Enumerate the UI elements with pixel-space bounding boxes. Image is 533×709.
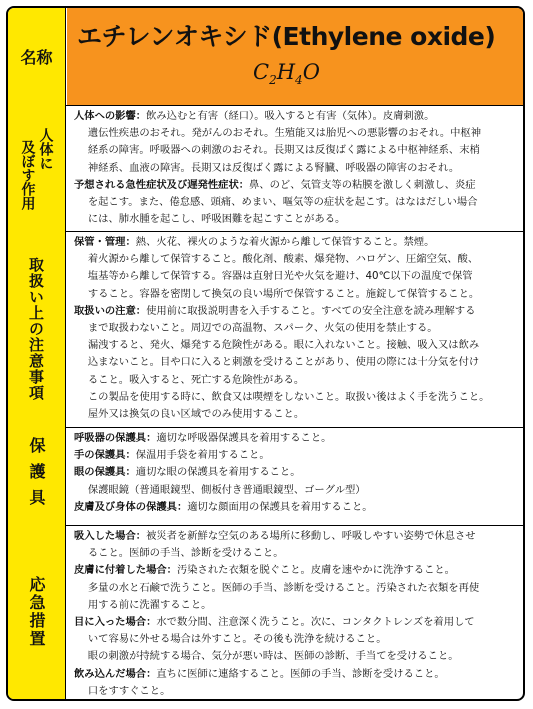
- text-line: [74, 683, 517, 700]
- text-line: [74, 194, 517, 211]
- text-line: [74, 286, 517, 303]
- line-text: 鼻、のど、気管支等の粘膜を激しく刺激し、炎症: [249, 178, 476, 191]
- name-label: 名称: [20, 48, 53, 67]
- text-line: [74, 430, 517, 447]
- line-text: 神経系、血液の障害。長期又は反復ばく露による腎臓、呼吸器の障害のおそれ。: [87, 161, 460, 174]
- chemical-name-title: エチレンオキシド(Ethylene oxide): [77, 22, 496, 51]
- text-line: [74, 528, 517, 545]
- text-line: [74, 354, 517, 371]
- line-text: 被災者を新鮮な空気のある場所に移動し、呼吸しやすい姿勢で休息させ: [146, 530, 476, 542]
- bold-heading: 保管・管理：: [74, 236, 136, 248]
- text-line: [74, 447, 517, 464]
- formula-sub2: 4: [295, 73, 303, 88]
- line-text: には、肺水腫を起こし、呼吸困難を起こすことがある。: [87, 213, 346, 226]
- text-line: [74, 268, 517, 285]
- effects-label-cell: [8, 105, 66, 231]
- text-line: [74, 160, 517, 177]
- formula-c: C: [253, 60, 270, 84]
- text-line: [74, 372, 517, 389]
- emergency-text: [67, 525, 523, 700]
- line-text: 多量の水と石鹸で洗うこと。医師の手当、診断を受けること。汚染された衣類を再使: [87, 581, 480, 594]
- formula-sub1: 2: [269, 73, 277, 88]
- protection-text: [67, 427, 523, 516]
- text-line: [74, 666, 517, 683]
- formula-o: O: [302, 60, 320, 84]
- bold-heading: 手の保護具：: [74, 449, 136, 462]
- line-text: を起こす。また、倦怠感、頭痛、めまい、嘔気等の症状を起こす。はなはだしい場合: [87, 196, 478, 209]
- emergency-content: [67, 525, 523, 699]
- text-line: [74, 482, 517, 499]
- protection-content: [67, 427, 523, 525]
- line-text: 漏洩すると、発火、爆発する危険性がある。眼に入れないこと。接触、吸入又は飲み: [87, 339, 480, 352]
- line-text: 直ちに医師に連絡すること。医師の手当、診断を受けること。: [156, 667, 445, 680]
- text-line: [74, 142, 517, 159]
- line-text: すること。容器を密閉して換気の良い場所で保管すること。施錠して保管すること。: [87, 287, 480, 300]
- chemical-formula: [253, 60, 320, 87]
- line-text: 汚染された衣類を脱ぐこと。皮膚を速やかに洗浄すること。: [176, 564, 455, 577]
- line-text: 屋外又は換気の良い区域でのみ使用すること。: [87, 408, 305, 421]
- line-text: 塩基等から離して保管する。容器は直射日光や火気を避け、40℃以下の温度で保管: [87, 270, 473, 283]
- bold-heading: 眼の保護具：: [74, 466, 136, 479]
- text-line: [74, 631, 517, 648]
- line-text: この製品を使用する時に、飲食又は喫煙をしないこと。取扱い後はよく手を洗うこと。: [87, 390, 490, 403]
- text-line: [74, 648, 517, 665]
- title-box: [67, 8, 523, 105]
- line-text: 用する前に洗濯すること。: [87, 598, 212, 611]
- line-text: 口をすすぐこと。: [87, 684, 171, 697]
- emergency-row: [8, 525, 523, 699]
- name-label-cell: [8, 8, 66, 105]
- text-line: [74, 389, 517, 406]
- text-line: [74, 303, 517, 320]
- text-line: [74, 545, 517, 562]
- text-line: [74, 580, 517, 597]
- line-text: 眼の刺激が持続する場合、気分が悪い時は、医師の診断、手当てを受けること。: [87, 650, 459, 663]
- line-text: 経系の障害。呼吸器への刺激のおそれ。長期又は反復ばく露による中枢神経系、末梢: [87, 144, 480, 157]
- line-text: 着火源から離して保管すること。酸化剤、酸素、爆発物、ハロゲン、圧縮空気、酸、: [87, 253, 479, 266]
- handling-row: [8, 231, 523, 428]
- line-text: 使用前に取扱説明書を入手すること。すべての安全注意を読み理解する: [146, 304, 476, 317]
- handling-label-cell: [8, 231, 66, 427]
- text-line: [74, 251, 517, 268]
- text-line: [74, 234, 517, 251]
- name-content: [67, 8, 523, 105]
- protection-row: [8, 427, 523, 526]
- line-text: ること。医師の手当、診断を受けること。: [87, 547, 284, 560]
- handling-text: [67, 231, 523, 423]
- handling-content: [67, 231, 523, 427]
- line-text: いて容易に外せる場合は外すこと。その後も洗浄を続けること。: [87, 633, 387, 646]
- handling-label: 取扱い上の注意事項: [27, 257, 45, 401]
- bold-heading: 呼吸器の保護具：: [74, 432, 157, 444]
- effects-label-col2: 及ぼす作用: [19, 140, 36, 210]
- name-row: [8, 8, 523, 106]
- line-text: 飲み込むと有害（経口）。吸入すると有害（気体）。皮膚刺激。: [146, 110, 435, 122]
- line-text: 適切な顔面用の保護具を着用すること。: [187, 500, 373, 513]
- bold-heading: 目に入った場合：: [74, 616, 157, 629]
- effects-content: [67, 105, 523, 231]
- text-line: [74, 320, 517, 337]
- line-text: 熱、火花、裸火のような着火源から離して保管すること。禁煙。: [135, 236, 435, 248]
- line-text: 保温用手袋を着用すること。: [135, 449, 270, 462]
- text-line: [74, 499, 517, 516]
- bold-heading: 予想される急性症状及び遅発性症状：: [74, 178, 250, 191]
- chemical-safety-sign: [6, 6, 525, 701]
- bold-heading: 人体への影響：: [74, 110, 147, 122]
- line-text: 適切な呼吸器保護具を着用すること。: [156, 432, 332, 444]
- line-text: 保護眼鏡（普通眼鏡型、側板付き普通眼鏡型、ゴーグル型）: [87, 483, 366, 496]
- bold-heading: 吸入した場合：: [74, 530, 147, 542]
- line-text: 水で数分間、注意深く洗うこと。次に、コンタクトレンズを着用して: [156, 616, 475, 629]
- protection-label: 保護具: [27, 437, 46, 515]
- text-line: [74, 406, 517, 423]
- effects-label-col1: 人体に: [37, 128, 54, 170]
- line-text: 適切な眼の保護具を着用すること。: [135, 466, 301, 479]
- text-line: [74, 562, 517, 579]
- bold-heading: 取扱いの注意：: [74, 304, 147, 317]
- emergency-label: 応急措置: [27, 576, 46, 648]
- effects-text: [67, 105, 523, 228]
- bold-heading: 皮膚及び身体の保護具：: [74, 500, 188, 513]
- text-line: [74, 337, 517, 354]
- emergency-label-cell: [8, 525, 66, 699]
- line-text: 遺伝性疾患のおそれ。発がんのおそれ。生殖能又は胎児への悪影響のおそれ。中枢神: [87, 127, 482, 140]
- text-line: [74, 614, 517, 631]
- bold-heading: 皮膚に付着した場合：: [74, 564, 177, 577]
- effects-row: [8, 105, 523, 232]
- text-line: [74, 211, 517, 228]
- effects-label: [20, 126, 54, 210]
- text-line: [74, 597, 517, 614]
- bold-heading: 飲み込んだ場合：: [74, 667, 157, 680]
- protection-label-cell: [8, 427, 66, 525]
- line-text: ること。吸入すると、死亡する危険性がある。: [87, 373, 305, 386]
- line-text: 込まないこと。目や口に入ると刺激を受けることがあり、使用の際には十分気を付け: [87, 356, 480, 369]
- text-line: [74, 125, 517, 142]
- line-text: まで取扱わないこと。周辺での高温物、スパーク、火気の使用を禁止する。: [87, 322, 438, 335]
- text-line: [74, 108, 517, 125]
- formula-h: H: [276, 60, 296, 84]
- text-line: [74, 177, 517, 194]
- text-line: [74, 464, 517, 481]
